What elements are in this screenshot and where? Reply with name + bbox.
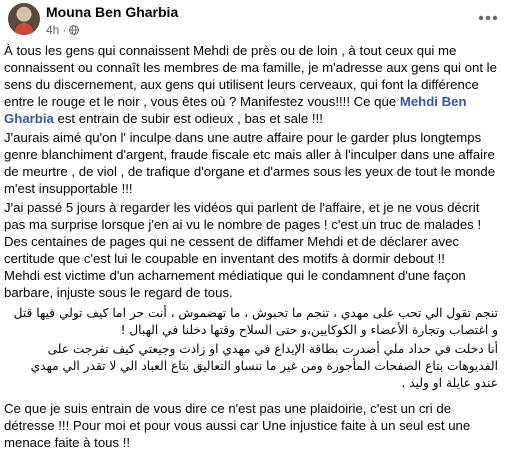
author-avatar[interactable] <box>8 3 40 35</box>
more-dots-icon[interactable] <box>476 6 500 30</box>
post-arabic-paragraph-1: تنجم تقول الي تحب على مهدي ، تنجم ما تحبوش ، ما تهضموش ، أنت حر اما كيف تولي فيها قتل و اغتصاب وتجارة الأعضاء و الكوكايين،و حتى السلاح وقتها دخلنا في الهبال ! <box>13 306 498 337</box>
post-paragraph-1 <box>4 42 504 127</box>
post-header <box>0 0 510 40</box>
post-paragraph-5: Mehdi est victime d'un acharnement médiatique qui le condamnent d'une façon barbare, injuste sous le regard de tous. <box>4 268 466 300</box>
post-body <box>4 42 504 451</box>
post-arabic-paragraph-2: أنا دخلت في حداد ملي أصدرت بطاقة الإيداع في مهدي او زادت وجيعتي كيف تفرجت على الفديوهات بتاع الصفحات المأجورة ومن غير ما ننساو التعاليق بتاع العباد الي لا تقدر الي مهدي عندو عايلة او وليد . <box>30 342 498 390</box>
post-meta: 4h · <box>46 23 79 37</box>
author-name[interactable]: Mouna Ben Gharbia <box>46 4 179 20</box>
post-paragraph-3: J'ai passé 5 jours à regarder les vidéos qui parlent de l'affaire, et je ne vous décrit pas ma surprise lorsque j'en ai vu le nombre de pages ! c'est un truc de malades ! <box>4 200 482 232</box>
globe-icon <box>69 25 79 35</box>
paragraph-1-text: À tous les gens qui connaissent Mehdi de près ou de loin , à tout ceux qui me connaissent ou connaît les membres de ma famille, je m'adresse aux gens qui ont le sens du discernement, aux gens qui utilisent leurs cerveaux, qui font la différence entre le rouge et le noir , vous êtes où ? Manifestez vous!!!! Ce que <box>4 43 497 109</box>
paragraph-1-end: est entrain de subir est odieux , bas et sale !!! <box>53 111 323 126</box>
post-timestamp[interactable]: 4h <box>46 23 60 37</box>
post-paragraph-2: J'aurais aimé qu'on l' inculpe dans une autre affaire pour le garder plus longtemps genre blanchiment d'argent, fraude fiscale etc mais aller à l'inculper dans une affaire de meurtre , de viol , de trafique d'organe et d'armes sous les yeux de tout le monde m'est insupportable !!! <box>4 130 496 196</box>
post-paragraph-6: Ce que je suis entrain de vous dire ce n'est pas une plaidoirie, c'est un cri de détresse !!! Pour moi et pour vous aussi car Une injustice faite à un seul est une menace faite à tous !! <box>4 401 471 450</box>
mention-link[interactable]: Mehdi Ben Gharbia <box>4 94 467 126</box>
post-paragraph-4: Des centaines de pages qui ne cessent de diffamer Mehdi et de déclarer avec certitude que c'est lui le coupable en inventant des motifs à dormir debout !! <box>4 234 460 266</box>
